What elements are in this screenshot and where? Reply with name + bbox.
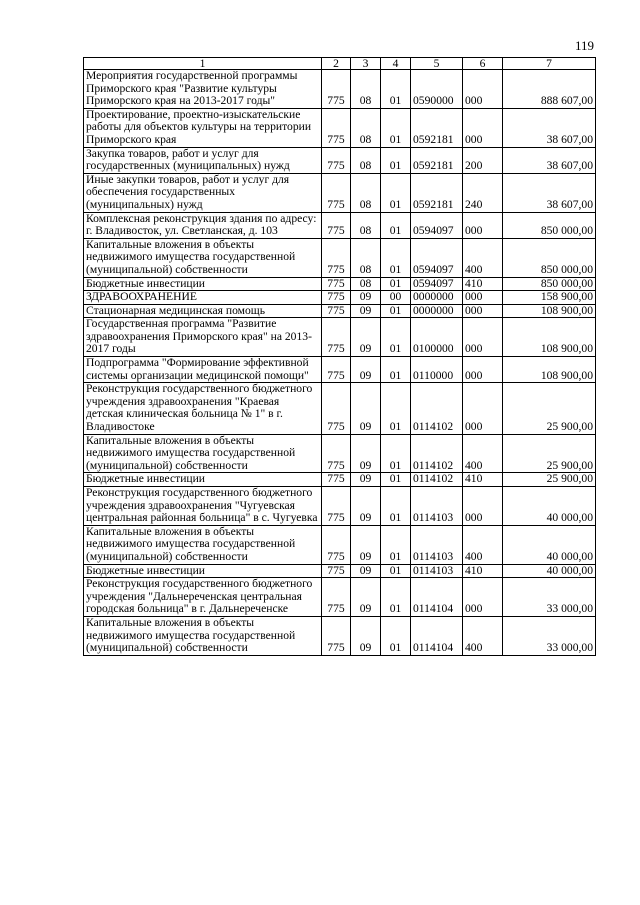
- ministry-code-cell: 775: [322, 173, 351, 212]
- subsection-code-cell: 01: [381, 525, 411, 564]
- table-row: [84, 616, 596, 655]
- section-code-cell: 09: [351, 383, 381, 434]
- section-code-cell: 09: [351, 616, 381, 655]
- amount-cell: 33 000,00: [503, 616, 596, 655]
- ministry-code-cell: 775: [322, 108, 351, 147]
- item-name-cell: Проектирование, проектно-изыскательские работы для объектов культуры на территории Приморского края: [84, 108, 322, 147]
- item-name-cell: Государственная программа "Развитие здравоохранения Приморского края" на 2013-2017 годы: [84, 318, 322, 357]
- expense-type-cell: 000: [463, 487, 503, 526]
- table-row: [84, 70, 596, 109]
- expense-type-cell: 000: [463, 291, 503, 305]
- subsection-code-cell: 01: [381, 487, 411, 526]
- expense-type-cell: 410: [463, 277, 503, 291]
- target-article-cell: 0594097: [411, 238, 463, 277]
- ministry-code-cell: 775: [322, 304, 351, 318]
- section-code-cell: 09: [351, 525, 381, 564]
- target-article-cell: 0000000: [411, 291, 463, 305]
- table-body: [84, 70, 596, 656]
- table-row: [84, 147, 596, 173]
- table-row: [84, 318, 596, 357]
- section-code-cell: 09: [351, 564, 381, 578]
- item-name-cell: Капитальные вложения в объекты недвижимого имущества государственной (муниципальной) собственности: [84, 238, 322, 277]
- item-name-cell: Иные закупки товаров, работ и услуг для обеспечения государственных (муниципальных) нужд: [84, 173, 322, 212]
- section-code-cell: 08: [351, 147, 381, 173]
- subsection-code-cell: 01: [381, 212, 411, 238]
- section-code-cell: 09: [351, 487, 381, 526]
- table-row: [84, 564, 596, 578]
- amount-cell: 38 607,00: [503, 108, 596, 147]
- expense-type-cell: 410: [463, 473, 503, 487]
- subsection-code-cell: 01: [381, 70, 411, 109]
- subsection-code-cell: 01: [381, 473, 411, 487]
- target-article-cell: 0114104: [411, 578, 463, 617]
- header-cell: 6: [463, 58, 503, 70]
- ministry-code-cell: 775: [322, 357, 351, 383]
- subsection-code-cell: 00: [381, 291, 411, 305]
- item-name-cell: Капитальные вложения в объекты недвижимого имущества государственной (муниципальной) собственности: [84, 616, 322, 655]
- ministry-code-cell: 775: [322, 525, 351, 564]
- section-code-cell: 08: [351, 277, 381, 291]
- subsection-code-cell: 01: [381, 564, 411, 578]
- table-row: [84, 525, 596, 564]
- amount-cell: 40 000,00: [503, 487, 596, 526]
- ministry-code-cell: 775: [322, 578, 351, 617]
- header-cell: 5: [411, 58, 463, 70]
- ministry-code-cell: 775: [322, 487, 351, 526]
- budget-table: [83, 57, 596, 656]
- expense-type-cell: 200: [463, 147, 503, 173]
- target-article-cell: 0114102: [411, 473, 463, 487]
- page-number: 119: [574, 38, 594, 53]
- item-name-cell: Бюджетные инвестиции: [84, 564, 322, 578]
- table-row: [84, 238, 596, 277]
- section-code-cell: 09: [351, 578, 381, 617]
- amount-cell: 38 607,00: [503, 147, 596, 173]
- table-row: [84, 383, 596, 434]
- amount-cell: 38 607,00: [503, 173, 596, 212]
- section-code-cell: 09: [351, 434, 381, 473]
- amount-cell: 158 900,00: [503, 291, 596, 305]
- table-row: [84, 173, 596, 212]
- target-article-cell: 0114102: [411, 434, 463, 473]
- item-name-cell: Подпрограмма "Формирование эффективной системы организации медицинской помощи": [84, 357, 322, 383]
- target-article-cell: 0590000: [411, 70, 463, 109]
- expense-type-cell: 400: [463, 238, 503, 277]
- ministry-code-cell: 775: [322, 383, 351, 434]
- amount-cell: 108 900,00: [503, 357, 596, 383]
- table-row: [84, 277, 596, 291]
- target-article-cell: 0114103: [411, 487, 463, 526]
- subsection-code-cell: 01: [381, 147, 411, 173]
- item-name-cell: Реконструкция государственного бюджетного учреждения здравоохранения "Краевая детская клиническая больница № 1" в г. Владивостоке: [84, 383, 322, 434]
- amount-cell: 108 900,00: [503, 304, 596, 318]
- section-code-cell: 08: [351, 238, 381, 277]
- section-code-cell: 08: [351, 173, 381, 212]
- amount-cell: 25 900,00: [503, 434, 596, 473]
- expense-type-cell: 400: [463, 434, 503, 473]
- ministry-code-cell: 775: [322, 147, 351, 173]
- table-row: [84, 473, 596, 487]
- table-row: [84, 212, 596, 238]
- subsection-code-cell: 01: [381, 357, 411, 383]
- expense-type-cell: 000: [463, 212, 503, 238]
- ministry-code-cell: 775: [322, 238, 351, 277]
- amount-cell: 40 000,00: [503, 564, 596, 578]
- subsection-code-cell: 01: [381, 616, 411, 655]
- item-name-cell: Комплексная реконструкция здания по адресу: г. Владивосток, ул. Светланская, д. 103: [84, 212, 322, 238]
- header-cell: 3: [351, 58, 381, 70]
- item-name-cell: Бюджетные инвестиции: [84, 473, 322, 487]
- item-name-cell: Бюджетные инвестиции: [84, 277, 322, 291]
- expense-type-cell: 000: [463, 383, 503, 434]
- table-row: [84, 108, 596, 147]
- amount-cell: 33 000,00: [503, 578, 596, 617]
- item-name-cell: Капитальные вложения в объекты недвижимого имущества государственной (муниципальной) собственности: [84, 434, 322, 473]
- header-cell: 2: [322, 58, 351, 70]
- expense-type-cell: 000: [463, 70, 503, 109]
- ministry-code-cell: 775: [322, 434, 351, 473]
- ministry-code-cell: 775: [322, 70, 351, 109]
- target-article-cell: 0100000: [411, 318, 463, 357]
- ministry-code-cell: 775: [322, 291, 351, 305]
- target-article-cell: 0114103: [411, 525, 463, 564]
- item-name-cell: Реконструкция государственного бюджетного учреждения "Дальнереченская центральная городская больница" в г. Дальнереченске: [84, 578, 322, 617]
- subsection-code-cell: 01: [381, 318, 411, 357]
- table-row: [84, 434, 596, 473]
- item-name-cell: Капитальные вложения в объекты недвижимого имущества государственной (муниципальной) собственности: [84, 525, 322, 564]
- header-cell: 4: [381, 58, 411, 70]
- table-row: [84, 291, 596, 305]
- subsection-code-cell: 01: [381, 383, 411, 434]
- subsection-code-cell: 01: [381, 578, 411, 617]
- expense-type-cell: 000: [463, 318, 503, 357]
- amount-cell: 850 000,00: [503, 277, 596, 291]
- subsection-code-cell: 01: [381, 173, 411, 212]
- expense-type-cell: 000: [463, 578, 503, 617]
- expense-type-cell: 240: [463, 173, 503, 212]
- target-article-cell: 0114103: [411, 564, 463, 578]
- header-cell: 1: [84, 58, 322, 70]
- section-code-cell: 08: [351, 212, 381, 238]
- table-row: [84, 487, 596, 526]
- target-article-cell: 0110000: [411, 357, 463, 383]
- section-code-cell: 09: [351, 357, 381, 383]
- target-article-cell: 0592181: [411, 173, 463, 212]
- section-code-cell: 09: [351, 473, 381, 487]
- amount-cell: 850 000,00: [503, 238, 596, 277]
- ministry-code-cell: 775: [322, 318, 351, 357]
- subsection-code-cell: 01: [381, 304, 411, 318]
- ministry-code-cell: 775: [322, 212, 351, 238]
- subsection-code-cell: 01: [381, 238, 411, 277]
- target-article-cell: 0000000: [411, 304, 463, 318]
- item-name-cell: Реконструкция государственного бюджетного учреждения здравоохранения "Чугуевская центральная районная больница" в с. Чугуевка: [84, 487, 322, 526]
- ministry-code-cell: 775: [322, 473, 351, 487]
- item-name-cell: Стационарная медицинская помощь: [84, 304, 322, 318]
- amount-cell: 108 900,00: [503, 318, 596, 357]
- ministry-code-cell: 775: [322, 564, 351, 578]
- expense-type-cell: 000: [463, 357, 503, 383]
- item-name-cell: ЗДРАВООХРАНЕНИЕ: [84, 291, 322, 305]
- expense-type-cell: 000: [463, 304, 503, 318]
- item-name-cell: Мероприятия государственной программы Приморского края "Развитие культуры Приморского края на 2013-2017 годы": [84, 70, 322, 109]
- section-code-cell: 09: [351, 291, 381, 305]
- ministry-code-cell: 775: [322, 616, 351, 655]
- section-code-cell: 08: [351, 108, 381, 147]
- target-article-cell: 0594097: [411, 212, 463, 238]
- header-cell: 7: [503, 58, 596, 70]
- section-code-cell: 08: [351, 70, 381, 109]
- ministry-code-cell: 775: [322, 277, 351, 291]
- table-header-row: [84, 58, 596, 70]
- section-code-cell: 09: [351, 318, 381, 357]
- item-name-cell: Закупка товаров, работ и услуг для государственных (муниципальных) нужд: [84, 147, 322, 173]
- expense-type-cell: 000: [463, 108, 503, 147]
- target-article-cell: 0114104: [411, 616, 463, 655]
- table-row: [84, 578, 596, 617]
- target-article-cell: 0594097: [411, 277, 463, 291]
- amount-cell: 888 607,00: [503, 70, 596, 109]
- subsection-code-cell: 01: [381, 277, 411, 291]
- table-row: [84, 304, 596, 318]
- amount-cell: 40 000,00: [503, 525, 596, 564]
- expense-type-cell: 400: [463, 616, 503, 655]
- target-article-cell: 0592181: [411, 147, 463, 173]
- amount-cell: 850 000,00: [503, 212, 596, 238]
- subsection-code-cell: 01: [381, 434, 411, 473]
- section-code-cell: 09: [351, 304, 381, 318]
- amount-cell: 25 900,00: [503, 383, 596, 434]
- expense-type-cell: 400: [463, 525, 503, 564]
- subsection-code-cell: 01: [381, 108, 411, 147]
- amount-cell: 25 900,00: [503, 473, 596, 487]
- target-article-cell: 0592181: [411, 108, 463, 147]
- expense-type-cell: 410: [463, 564, 503, 578]
- table-row: [84, 357, 596, 383]
- target-article-cell: 0114102: [411, 383, 463, 434]
